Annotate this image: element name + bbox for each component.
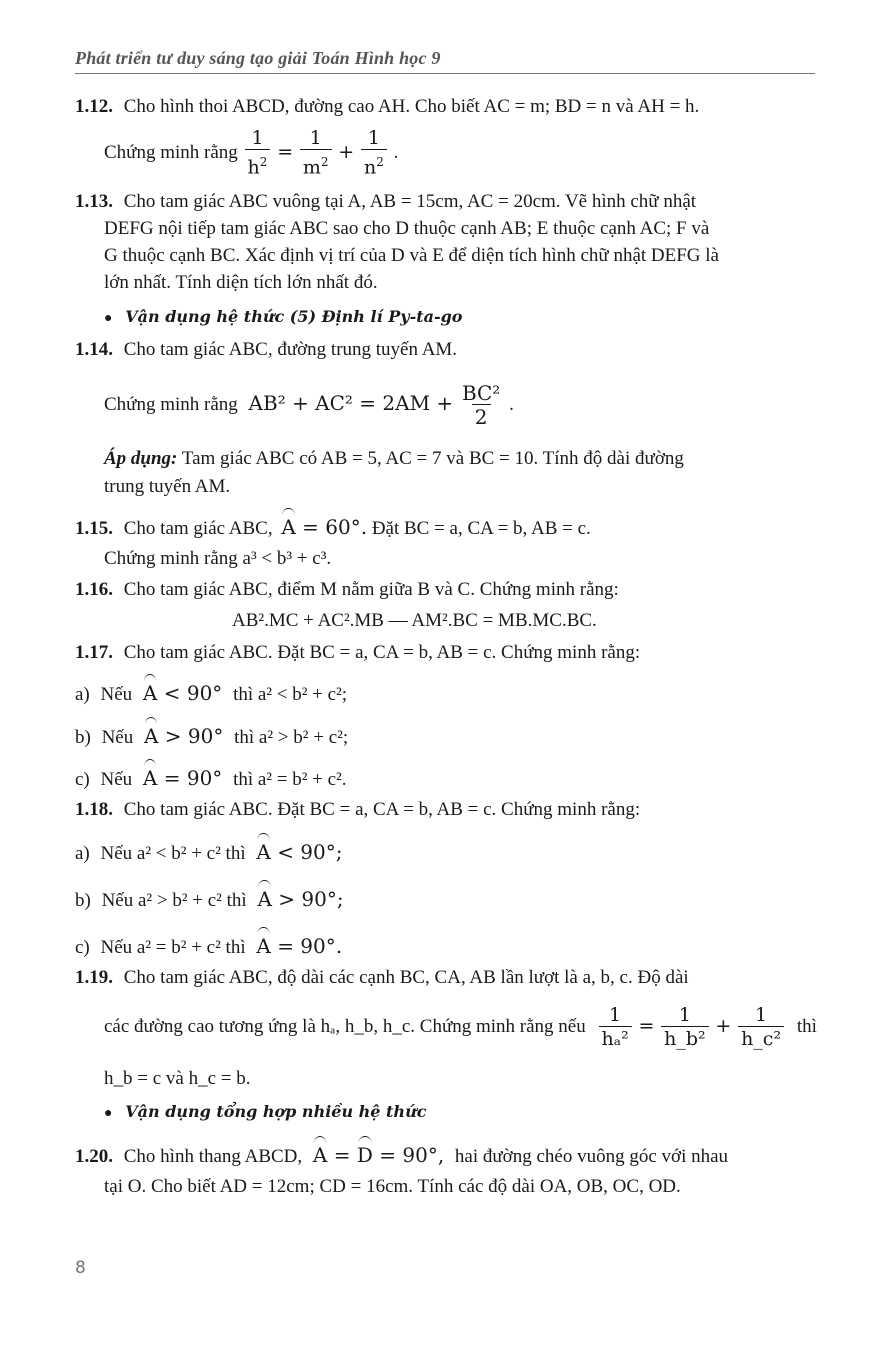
problem-text: hai đường chéo vuông góc với nhau	[454, 1146, 729, 1167]
problem-text: Cho tam giác ABC, đường trung tuyến AM.	[123, 339, 458, 360]
formula-lhs: AB² + AC² = 2AM +	[248, 391, 454, 415]
angle-hat-icon: A	[142, 681, 158, 705]
angle-hat-icon: A	[142, 766, 158, 790]
problem-number: 1.13.	[75, 191, 113, 212]
problem-1-14-apply-line	[104, 447, 684, 471]
problem-text: Chứng minh rằng	[104, 142, 238, 163]
fraction-1-over-h2: $\frac{1}{h^2}$	[245, 127, 271, 179]
problem-text: Cho hình thang ABCD,	[123, 1146, 303, 1167]
angle-hat-icon: A	[281, 515, 296, 539]
problem-1-13-line-1	[75, 190, 696, 214]
apply-label: Áp dụng:	[104, 448, 178, 469]
problem-1-13-line-2: DEFG nội tiếp tam giác ABC sao cho D thuộc cạnh AB; E thuộc cạnh AC; F và	[104, 218, 710, 239]
problem-1-15-line-1	[75, 515, 591, 541]
section-heading-pythagoras	[104, 305, 462, 331]
problem-text: Cho tam giác ABC. Đặt BC = a, CA = b, AB = c. Chứng minh rằng:	[123, 642, 641, 663]
bullet-icon: ●	[104, 311, 113, 326]
problem-1-14-line-4: trung tuyến AM.	[104, 476, 231, 497]
problem-1-20-line-2: tại O. Cho biết AD = 12cm; CD = 16cm. Tính các độ dài OA, OB, OC, OD.	[104, 1176, 681, 1197]
problem-1-19-line-3: h_b = c và h_c = b.	[104, 1068, 251, 1089]
angle-hat-icon: A	[256, 934, 271, 958]
fraction-1-over-ha2: $\frac{1}{\text{hₐ²}}$	[599, 1004, 632, 1051]
problem-text: Cho tam giác ABC. Đặt BC = a, CA = b, AB = c. Chứng minh rằng:	[123, 799, 641, 820]
problem-1-18-item-a: a) Nếu a² < b² + c² thì A < 90°;	[75, 840, 343, 864]
running-header: Phát triển tư duy sáng tạo giải Toán Hình học 9	[75, 48, 441, 68]
section-heading-combined	[104, 1100, 426, 1126]
problem-number: 1.15.	[75, 518, 113, 539]
section-title: Vận dụng tổng hợp nhiều hệ thức	[125, 1102, 427, 1121]
problem-1-18-line-1	[75, 798, 640, 822]
problem-number: 1.17.	[75, 642, 113, 663]
problem-number: 1.12.	[75, 96, 113, 117]
problem-1-15-line-2: Chứng minh rằng a³ < b³ + c³.	[104, 548, 332, 569]
bullet-icon: ●	[104, 1106, 113, 1121]
problem-1-14-formula-line: Chứng minh rằng AB² + AC² = 2AM + $\frac{\text{BC²}}{2}$ .	[104, 381, 514, 430]
problem-1-16-identity: AB².MC + AC².MB — AM².BC = MB.MC.BC.	[232, 610, 597, 631]
problem-1-14-line-1	[75, 338, 457, 362]
angle-hat-icon: A	[143, 724, 159, 748]
problem-number: 1.19.	[75, 967, 113, 988]
problem-1-17-item-c: c) Nếu A = 90° thì a² = b² + c².	[75, 766, 347, 790]
problem-text: Cho tam giác ABC, độ dài các cạnh BC, CA, AB lần lượt là a, b, c. Độ dài	[123, 967, 689, 988]
problem-1-12-line-1	[75, 95, 699, 119]
fraction-1-over-n2: $\frac{1}{n^2}$	[361, 127, 387, 179]
problem-1-19-line-1	[75, 966, 689, 990]
header-rule	[75, 73, 815, 74]
angle-hat-icon: D	[356, 1143, 373, 1167]
problem-1-13-line-4: lớn nhất. Tính diện tích lớn nhất đó.	[104, 272, 378, 293]
problem-text: Cho tam giác ABC vuông tại A, AB = 15cm, AC = 20cm. Vẽ hình chữ nhật	[123, 191, 697, 212]
problem-1-17-item-a: a) Nếu A < 90° thì a² < b² + c²;	[75, 681, 348, 705]
problem-text: các đường cao tương ứng là hₐ, h_b, h_c. Chứng minh rằng nếu	[104, 1016, 586, 1037]
problem-number: 1.16.	[75, 579, 113, 600]
section-title: Vận dụng hệ thức (5) Định lí Py-ta-go	[125, 307, 463, 326]
angle-hat-icon: A	[257, 887, 272, 911]
problem-number: 1.20.	[75, 1146, 113, 1167]
problem-number: 1.14.	[75, 339, 113, 360]
problem-text: Chứng minh rằng	[104, 394, 238, 415]
problem-text: Đặt BC = a, CA = b, AB = c.	[371, 518, 591, 539]
problem-1-20-line-1	[75, 1143, 728, 1169]
problem-number: 1.18.	[75, 799, 113, 820]
problem-1-13-line-3: G thuộc cạnh BC. Xác định vị trí của D và E để diện tích hình chữ nhật DEFG là	[104, 245, 719, 266]
fraction-1-over-hc2: $\frac{1}{\text{h\_c²}}$	[738, 1004, 784, 1051]
angle-A-expression: A = 60°.	[281, 515, 368, 539]
problem-1-17-item-b: b) Nếu A > 90° thì a² > b² + c²;	[75, 724, 349, 748]
fraction-1-over-m2: $\frac{1}{m^2}$	[300, 127, 332, 179]
problem-1-19-formula-line: các đường cao tương ứng là hₐ, h_b, h_c. Chứng minh rằng nếu $\frac{1}{\text{hₐ²}}$ = $\frac{1}{\text{h\_b²}}$ + $\frac{1}{\text{h\_c²}}$ thì	[104, 1004, 817, 1051]
angle-hat-icon: A	[256, 840, 271, 864]
problem-1-12-formula-line: Chứng minh rằng $\frac{1}{h^2}$ = $\frac{1}{m^2}$ + $\frac{1}{n^2}$ .	[104, 127, 399, 179]
problem-1-17-line-1	[75, 641, 640, 665]
page-number: 8	[75, 1258, 86, 1278]
problem-1-18-item-b: b) Nếu a² > b² + c² thì A > 90°;	[75, 887, 344, 911]
problem-text: Tam giác ABC có AB = 5, AC = 7 và BC = 10. Tính độ dài đường	[181, 448, 684, 469]
problem-text: Cho tam giác ABC,	[123, 518, 273, 539]
problem-text: Cho hình thoi ABCD, đường cao AH. Cho biết AC = m; BD = n và AH = h.	[123, 96, 700, 117]
fraction-1-over-hb2: $\frac{1}{\text{h\_b²}}$	[661, 1004, 709, 1051]
problem-text: Cho tam giác ABC, điểm M nằm giữa B và C. Chứng minh rằng:	[123, 579, 619, 600]
angle-hat-icon: A	[312, 1143, 328, 1167]
fraction-bc2-over-2: $\frac{\text{BC²}}{2}$	[461, 381, 501, 430]
problem-1-16-line-1	[75, 578, 619, 602]
problem-1-18-item-c: c) Nếu a² = b² + c² thì A = 90°.	[75, 934, 343, 958]
angle-A-D-expression: A = D = 90°,	[312, 1143, 445, 1167]
